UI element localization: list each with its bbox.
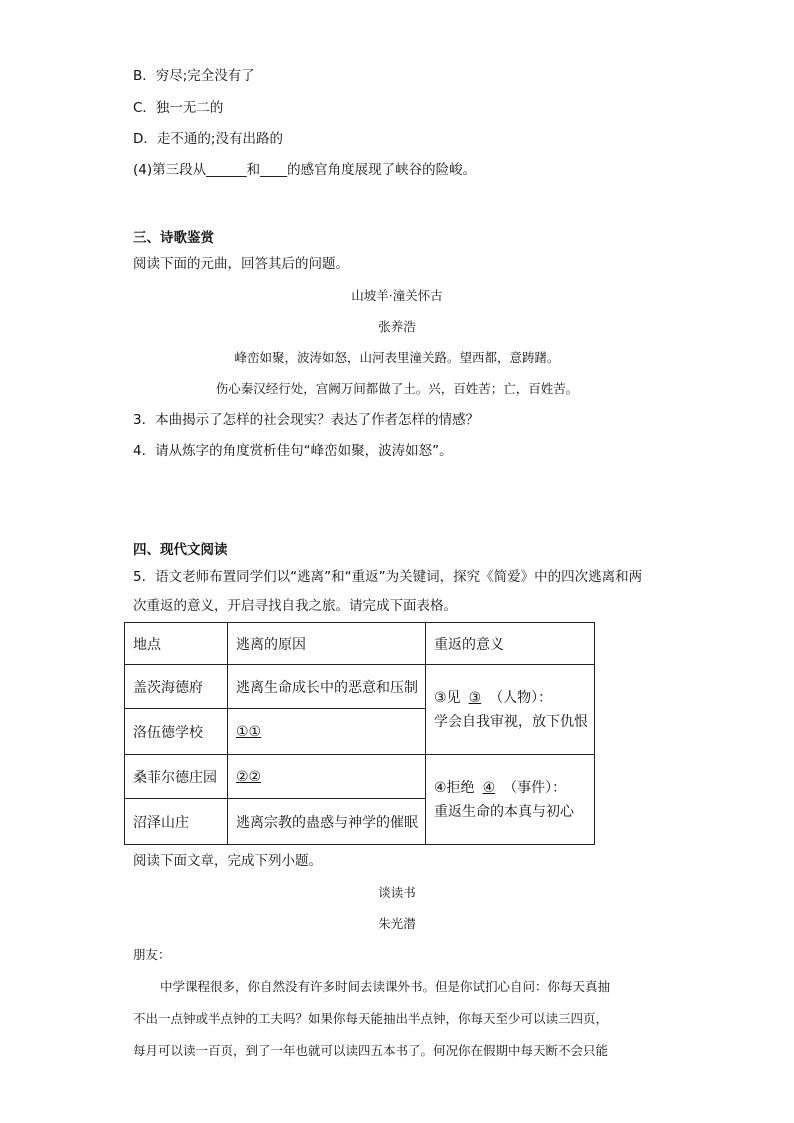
article-salutation: 朋友： [133, 947, 171, 962]
article-paragraph-line-2: 不出一点钟或半点钟的工夫吗？如果你每天能抽出半点钟，你每天至少可以读三四页， [133, 1011, 609, 1026]
place-thornfield: 桑菲尔德庄园 [125, 755, 228, 799]
section-3-instruction: 阅读下面的元曲，回答其后的问题。 [133, 256, 349, 272]
place-gateshead: 盖茨海德府 [125, 665, 228, 709]
blank-event: ④ [482, 779, 496, 796]
option-d: D．走不通的;没有出路的 [133, 131, 283, 147]
option-c: C．独一无二的 [133, 100, 224, 116]
question-5-line-1: 5．语文老师布置同学们以“逃离”和“重返”为关键词，探究《简爱》中的四次逃离和两 [133, 569, 643, 585]
place-lowood: 洛伍德学校 [125, 709, 228, 755]
question-3: 3．本曲揭示了怎样的社会现实？表达了作者怎样的情感？ [133, 412, 480, 428]
question-4: 4．请从炼字的角度赏析佳句“峰峦如聚，波涛如怒”。 [133, 443, 453, 459]
question-5-line-2: 次重返的意义，开启寻找自我之旅。请完成下面表格。 [133, 598, 457, 614]
section-4-heading: 四、现代文阅读 [133, 542, 228, 558]
option-b: B．穷尽;完全没有了 [133, 68, 255, 84]
article-paragraph-line-3: 每月可以读一百页，到了一年也就可以读四五本书了。何况你在假期中每天断不会只能 [133, 1043, 609, 1058]
header-reason: 逃离的原因 [228, 623, 426, 665]
header-place: 地点 [125, 623, 228, 665]
question-4-sensory: (4)第三段从______和____的感官角度展现了峡谷的险峻。 [133, 162, 477, 178]
reason-lowood: ①① [228, 709, 426, 755]
reason-thornfield: ②② [228, 755, 426, 799]
article-title: 谈读书 [378, 885, 416, 900]
poem-author: 张养浩 [378, 319, 416, 334]
reason-gateshead: 逃离生命成长中的恶意和压制 [228, 665, 426, 709]
article-author: 朱光潜 [378, 916, 416, 931]
poem-line-2: 伤心秦汉经行处，宫阙万间都做了土。兴，百姓苦；亡，百姓苦。 [215, 381, 579, 396]
poem-title: 山坡羊·潼关怀古 [351, 288, 443, 303]
reading-instruction: 阅读下面文章，完成下列小题。 [133, 853, 322, 869]
return-meaning-2: ④拒绝 ④ （事件）： 重返生命的本真与初心 [426, 755, 595, 845]
blank-person: ③ [468, 689, 482, 706]
article-paragraph-line-1: 中学课程很多，你自然没有许多时间去读课外书。但是你试扪心自问：你每天真抽 [160, 979, 611, 994]
jane-eyre-table [124, 622, 595, 845]
place-marsh-end: 沼泽山庄 [125, 799, 228, 845]
header-meaning: 重返的意义 [426, 623, 595, 665]
return-meaning-1: ③见 ③ （人物）： 学会自我审视，放下仇恨 [426, 665, 595, 755]
poem-line-1: 峰峦如聚，波涛如怒，山河表里潼关路。望西都，意踌躇。 [234, 350, 560, 365]
section-3-heading: 三、诗歌鉴赏 [133, 230, 214, 246]
reason-marsh-end: 逃离宗教的蛊惑与神学的催眠 [228, 799, 426, 845]
